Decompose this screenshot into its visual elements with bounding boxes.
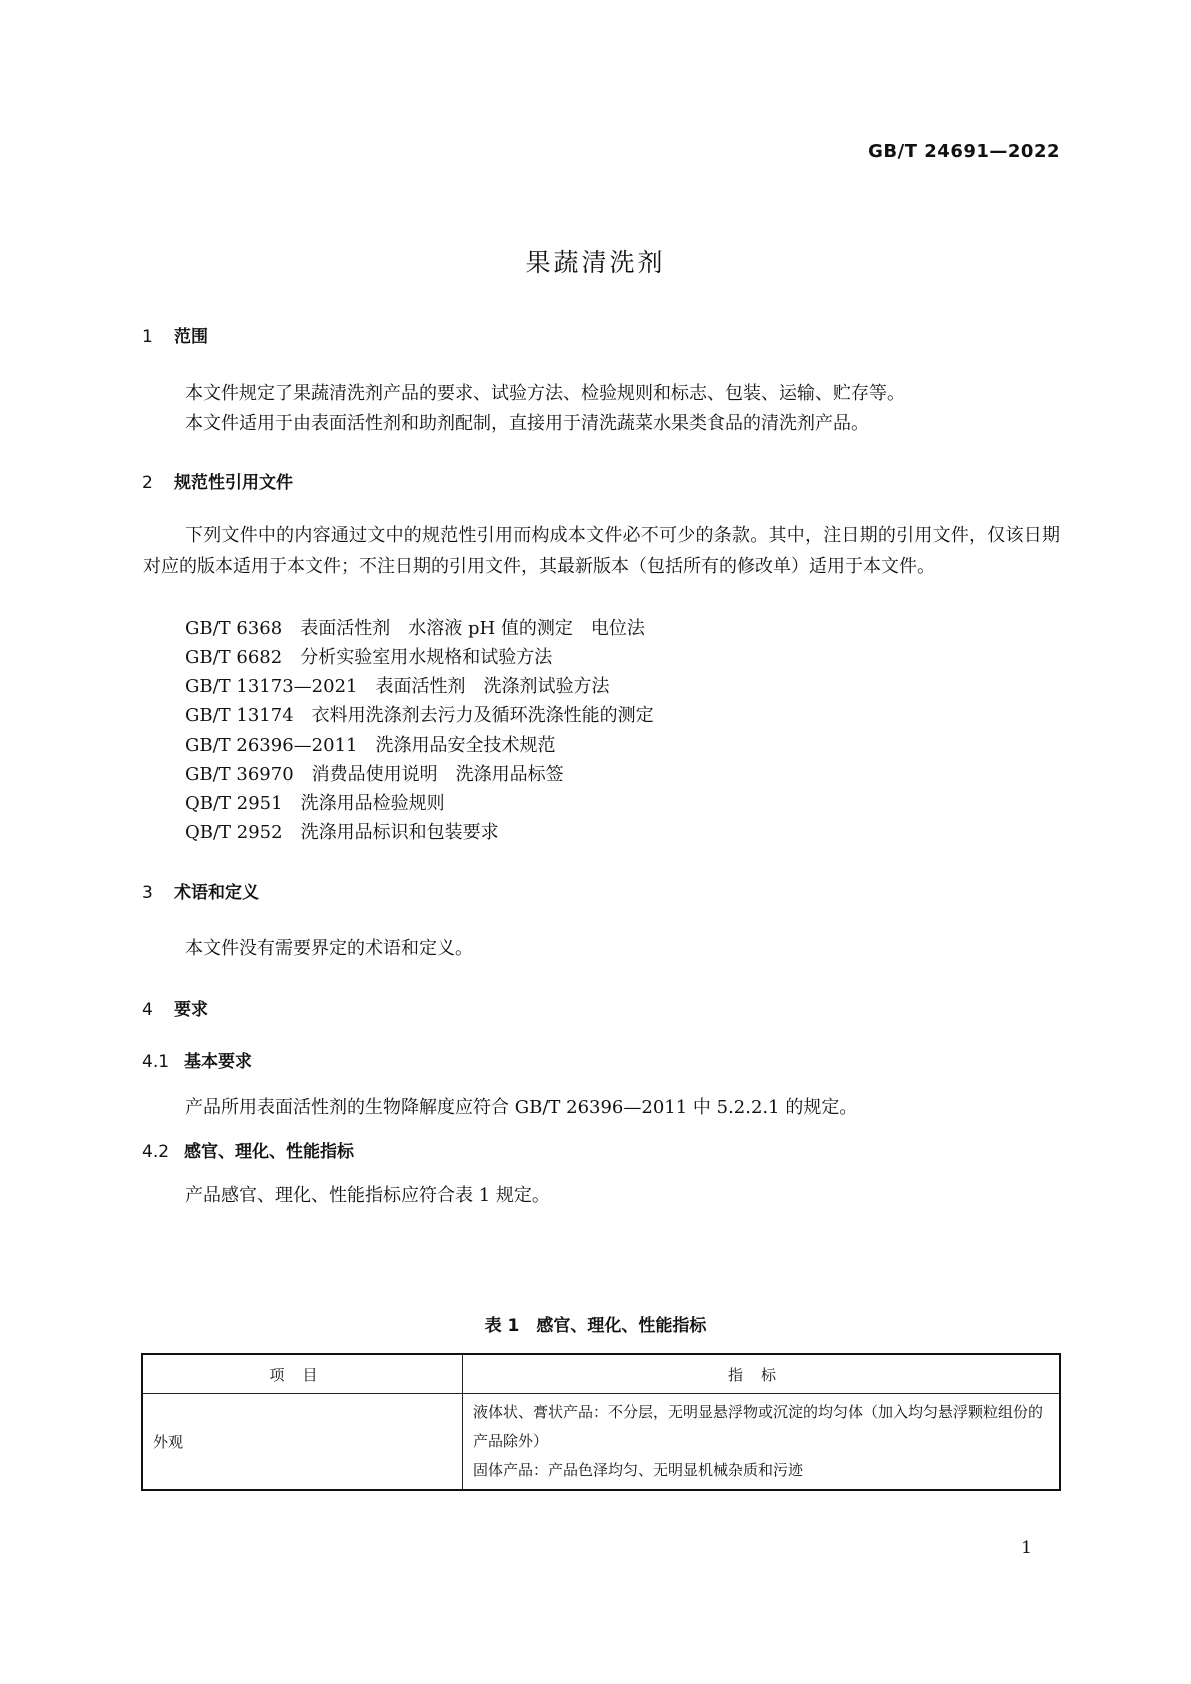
section-4-2-heading bbox=[142, 1137, 354, 1162]
reference-title: 表面活性剂 水溶液 pH 值的测定 电位法 bbox=[300, 618, 645, 639]
indicator-text: 液体状、膏状产品：不分层，无明显悬浮物或沉淀的均匀体（加入均匀悬浮颗粒组份的产品除外） bbox=[473, 1403, 1044, 1450]
table-header-item: 项目 bbox=[142, 1354, 463, 1394]
reference-code: GB/T 26396—2011 bbox=[185, 735, 358, 756]
section-2-heading bbox=[142, 468, 293, 493]
section-1-paragraph-1: 本文件规定了果蔬清洗剂产品的要求、试验方法、检验规则和标志、包装、运输、贮存等。 bbox=[185, 383, 905, 404]
indicator-text: 固体产品：产品色泽均匀、无明显机械杂质和污迹 bbox=[473, 1461, 804, 1479]
section-number: 4.2 bbox=[142, 1142, 170, 1162]
section-1-heading bbox=[142, 322, 208, 347]
table-header-row bbox=[142, 1354, 1060, 1394]
reference-code: QB/T 2951 bbox=[185, 793, 283, 814]
section-number: 3 bbox=[142, 883, 153, 903]
section-number: 1 bbox=[142, 327, 153, 347]
section-1-paragraph-2: 本文件适用于由表面活性剂和助剂配制，直接用于清洗蔬菜水果类食品的清洗剂产品。 bbox=[185, 413, 869, 434]
section-number: 4 bbox=[142, 1000, 153, 1020]
reference-item bbox=[185, 818, 499, 844]
reference-item bbox=[185, 614, 645, 640]
section-3-paragraph: 本文件没有需要界定的术语和定义。 bbox=[185, 938, 473, 959]
reference-code: QB/T 2952 bbox=[185, 822, 283, 843]
table-row bbox=[142, 1394, 1060, 1491]
reference-title: 分析实验室用水规格和试验方法 bbox=[300, 647, 553, 668]
reference-code: GB/T 36970 bbox=[185, 764, 294, 785]
indicator-table bbox=[141, 1353, 1061, 1491]
section-number: 4.1 bbox=[142, 1052, 170, 1072]
document-title: 果蔬清洗剂 bbox=[525, 248, 666, 277]
reference-item bbox=[185, 760, 564, 786]
section-4-heading bbox=[142, 995, 208, 1020]
reference-code: GB/T 6682 bbox=[185, 647, 283, 668]
reference-item bbox=[185, 643, 552, 669]
section-title: 基本要求 bbox=[184, 1052, 252, 1072]
table-cell-indicator bbox=[463, 1394, 1061, 1491]
section-2-intro: 下列文件中的内容通过文中的规范性引用而构成本文件必不可少的条款。其中，注日期的引用文件，仅该日期对应的版本适用于本文件；不注日期的引用文件，其最新版本（包括所有的修改单）适用于本文件。 bbox=[143, 525, 1060, 577]
section-4-2-paragraph: 产品感官、理化、性能指标应符合表 1 规定。 bbox=[185, 1185, 550, 1206]
reference-title: 衣料用洗涤剂去污力及循环洗涤性能的测定 bbox=[311, 705, 654, 726]
reference-code: GB/T 6368 bbox=[185, 618, 283, 639]
section-4-1-heading bbox=[142, 1047, 252, 1072]
table-caption: 表 1 感官、理化、性能指标 bbox=[484, 1316, 707, 1336]
section-title: 术语和定义 bbox=[174, 883, 259, 903]
reference-item bbox=[185, 731, 555, 757]
reference-item bbox=[185, 701, 654, 727]
section-title: 感官、理化、性能指标 bbox=[184, 1142, 354, 1162]
reference-item bbox=[185, 789, 445, 815]
page-number: 1 bbox=[1021, 1538, 1032, 1558]
table-header-indicator: 指标 bbox=[463, 1354, 1061, 1394]
reference-item bbox=[185, 672, 609, 698]
standard-code: GB/T 24691—2022 bbox=[868, 141, 1060, 162]
section-title: 规范性引用文件 bbox=[174, 473, 293, 493]
reference-title: 洗涤用品安全技术规范 bbox=[375, 735, 556, 756]
section-title: 要求 bbox=[174, 1000, 208, 1020]
table-cell-item: 外观 bbox=[142, 1394, 463, 1491]
reference-title: 洗涤用品标识和包装要求 bbox=[300, 822, 499, 843]
section-number: 2 bbox=[142, 473, 153, 493]
reference-code: GB/T 13173—2021 bbox=[185, 676, 358, 697]
reference-title: 洗涤用品检验规则 bbox=[300, 793, 445, 814]
reference-title: 消费品使用说明 洗涤用品标签 bbox=[311, 764, 564, 785]
section-3-heading bbox=[142, 878, 259, 903]
reference-code: GB/T 13174 bbox=[185, 705, 294, 726]
section-title: 范围 bbox=[174, 327, 208, 347]
reference-title: 表面活性剂 洗涤剂试验方法 bbox=[375, 676, 610, 697]
section-4-1-paragraph: 产品所用表面活性剂的生物降解度应符合 GB/T 26396—2011 中 5.2.2.1 的规定。 bbox=[185, 1097, 858, 1118]
